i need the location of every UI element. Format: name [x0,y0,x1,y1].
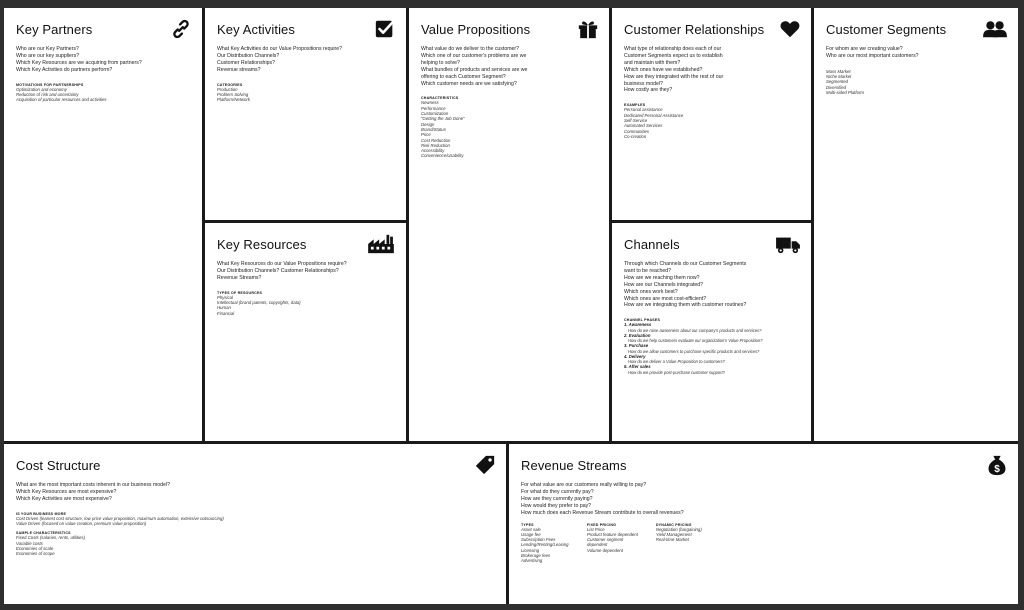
list-item: Financial [217,310,235,316]
list-item: Niche Market [826,74,852,80]
block-title: Cost Structure [16,458,101,473]
list-item: Convenience/Usability [421,153,464,159]
customer-relationships-block [612,8,811,220]
link-icon [170,18,192,40]
question-line: What are the most important costs inherent in our business model? [16,482,170,488]
item-list [826,69,1006,95]
question-line: How are we reaching them now? [624,274,700,281]
list-item: Price [421,132,431,138]
question-line: Which Key Activities are most expensive? [16,495,112,502]
question-line: Which ones have we established? [624,66,703,73]
list-item: Lending/Renting/Leasing [521,542,569,548]
list-item: Asset sale [521,526,541,532]
questions [421,46,597,87]
question-line: How would they prefer to pay? [521,502,592,509]
block-title: Value Propositions [421,22,531,37]
list-item: Segmented [826,79,848,85]
channel-phase-name: 4. Delivery [624,353,646,359]
question-line: and maintain with them? [624,59,681,66]
list-item: Mass Market [826,68,851,74]
channel-phase-desc: How do we help customers evaluate our organization's Value Proposition? [628,338,763,344]
channel-phase-name: 5. After sales [624,364,651,370]
list-item: Brokerage fees [521,553,551,559]
list-item: Problem Solving [217,91,249,97]
question-line: want to be reached? [624,267,672,274]
list-item: Acquisition of particular resources and activities [16,97,107,103]
list-item: Customer segment [587,537,624,543]
channel-phase-desc: How do we provide post-purchase customer support? [628,369,725,375]
item-list [217,295,394,316]
channels-block [612,223,811,441]
list-item: Reduction of risk and uncertainty [16,91,79,97]
question-line: How much does each Revenue Stream contribute to overall revenues? [521,509,684,516]
list-item: Advertising [521,558,543,564]
question-line: What Key Activities do our Value Propositions require? [217,46,343,52]
questions [624,46,799,94]
question-line: What bundles of products and services are we [421,66,528,73]
key-resources-block [205,223,406,441]
checkbox-icon [374,18,396,40]
question-line: Revenue Streams? [217,274,262,281]
channel-phase-name: 3. Purchase [624,343,649,349]
list-item: Real-time-Market [655,537,689,543]
question-line: Which ones work best? [624,288,678,295]
list-item: Optimization and economy [16,86,67,92]
section-title: SAMPLE CHARACTERISTICS [16,531,71,536]
section-title: CHARACTERISTICS [421,96,459,101]
value-propositions-block [409,8,609,441]
questions [521,482,1006,517]
questions [826,46,1006,60]
question-line: How are we integrating them with customer routines? [624,302,747,309]
question-line: Which one of our customer's problems are we [421,52,527,59]
customer-segments-block [814,8,1018,441]
section-title: CHANNEL PHASES [624,318,661,323]
section-title: EXAMPLES [624,103,646,108]
channel-phase-desc: How do we raise awareness about our company's products and services? [628,327,762,333]
block-title: Customer Relationships [624,22,765,37]
channel-phase-desc: How do we deliver a Value Proposition to customers? [628,359,725,365]
column-items [656,527,704,543]
money-bag-icon [986,454,1008,476]
list-item: Cost Reduction [421,137,451,143]
channel-phases [624,322,799,375]
list-item: Intellectual (brand patents, copyrights, data) [217,300,301,306]
list-item: Customization [421,111,449,117]
questions [217,261,394,282]
question-line: Customer Relationships? [217,59,275,66]
list-item: Value Driven (focused on value creation, premium value proposition) [16,521,147,527]
truck-icon [775,233,801,255]
question-line: For what do they currently pay? [521,488,594,495]
svg-text:$: $ [994,463,1000,475]
list-item: Variable costs [16,540,43,546]
column-items [521,527,569,564]
pricing-column [521,517,569,564]
list-item: Personal assistance [624,107,663,113]
item-list [624,107,799,139]
list-item: Cost Driven (leanest cost structure, low price value proposition, maximum automation, extensive outsourcing) [16,515,224,521]
question-line: offering to each Customer Segment? [421,73,506,80]
block-title: Revenue Streams [521,458,627,473]
block-title: Key Partners [16,22,93,37]
channel-phase-name: 1. Awareness [624,322,652,328]
question-line: How are our Channels integrated? [624,281,704,288]
pricing-columns [521,517,1006,564]
list-item: Communities [624,128,650,134]
list-item: Product feature dependent [587,531,638,537]
column-title: DYNAMIC PRICING [655,522,692,527]
questions [217,46,394,74]
list-item: Volume dependent [587,547,623,553]
tag-icon [474,454,496,476]
key-activities-block [205,8,406,220]
question-line: Our Distribution Channels? [217,52,280,59]
section-title: CATEGORIES [217,82,243,87]
list-item: Co-creation [624,133,647,139]
question-line: Which Key Activities do partners perform? [16,66,113,73]
list-item: Accessibility [421,148,445,154]
list-item: Production [217,86,238,92]
question-line: Which customer needs are we satisfying? [421,80,517,87]
list-item: Yield Management [655,531,692,537]
question-line: helping to solve? [421,59,460,66]
list-item: Self-Service [624,117,648,123]
list-item: Economies of scale [16,545,54,551]
business-model-canvas [4,8,1018,604]
pricing-column [587,517,638,564]
users-icon [982,18,1008,40]
block-title: Channels [624,237,680,252]
list-item: "Getting the Job Done" [421,116,465,122]
revenue-streams-block [509,444,1018,604]
list-item: Multi-sided Platform [826,90,864,95]
item-list [16,87,190,103]
list-item: Performance [421,105,446,111]
question-line: What value do we deliver to the customer? [421,46,520,52]
question-line: How are they integrated with the rest of our [624,73,724,80]
question-line: Which Key Resources are most expensive? [16,488,117,495]
gift-icon [577,18,599,40]
question-line: Who are our most important customers? [826,52,919,59]
factory-icon [366,233,396,255]
questions [624,261,799,309]
list-item: Human [217,305,231,311]
item-list [16,516,494,527]
channel-phase-desc: How do we allow customers to purchase specific products and services? [628,348,760,354]
question-line: How are they currently paying? [521,495,593,502]
question-line: What Key Resources do our Value Propositions require? [217,261,347,267]
section-title: TYPES OF RESOURCES [217,290,263,295]
item-list [16,535,494,556]
list-item: Usage fee [521,531,541,537]
question-line: For what value are our customers really willing to pay? [521,482,647,488]
list-item: Newness [421,100,439,106]
list-item: Fixed Costs (salaries, rents, utilities) [16,535,86,541]
list-item: Platform/Network [217,97,250,103]
heart-icon [779,18,801,40]
list-item: Subscription Fees [521,537,556,543]
list-item: dependent [587,542,608,548]
question-line: For whom are we creating value? [826,46,903,52]
list-item: Negotiation (bargaining) [655,526,702,532]
key-partners-block [4,8,202,441]
question-line: What type of relationship does each of our [624,46,722,52]
question-line: Who are our key suppliers? [16,52,80,59]
item-list [217,87,394,103]
section-title: IS YOUR BUSINESS MORE [16,511,67,516]
section-title: MOTIVATIONS FOR PARTNERSHIPS [16,82,84,87]
question-line: Customer Segments expect us to establish [624,52,723,59]
list-item: Economies of scope [16,551,55,557]
block-title: Key Activities [217,22,295,37]
question-line: Which Key Resources are we acquiring from partners? [16,59,142,66]
item-list [421,100,597,158]
column-title: TYPES [521,522,534,527]
list-item: Physical [217,294,234,300]
list-item: Brand/Status [421,126,446,132]
channel-phase-name: 2. Evaluation [624,332,651,338]
cost-structure-block [4,444,506,604]
list-item: Automated Services [624,123,663,129]
list-item: Licensing [521,547,540,553]
question-line: Revenue streams? [217,66,261,73]
pricing-column [656,517,704,564]
question-line: Our Distribution Channels? Customer Relationships? [217,267,339,274]
questions [16,46,190,74]
list-item: List Price [587,526,605,532]
list-item: Design [421,121,435,127]
question-line: business model? [624,80,663,87]
question-line: Which ones are most cost-efficient? [624,295,707,302]
question-line: How costly are they? [624,87,673,94]
column-items [587,527,638,553]
question-line: Who are our Key Partners? [16,46,79,52]
list-item: Dedicated Personal Assistance [624,112,684,118]
column-title: FIXED PRICING [587,522,617,527]
block-title: Key Resources [217,237,307,252]
list-item: Risk Reduction [421,142,450,148]
questions [16,482,494,503]
block-title: Customer Segments [826,22,947,37]
question-line: Through which Channels do our Customer Segments [624,261,747,267]
list-item: Diversified [826,84,847,90]
